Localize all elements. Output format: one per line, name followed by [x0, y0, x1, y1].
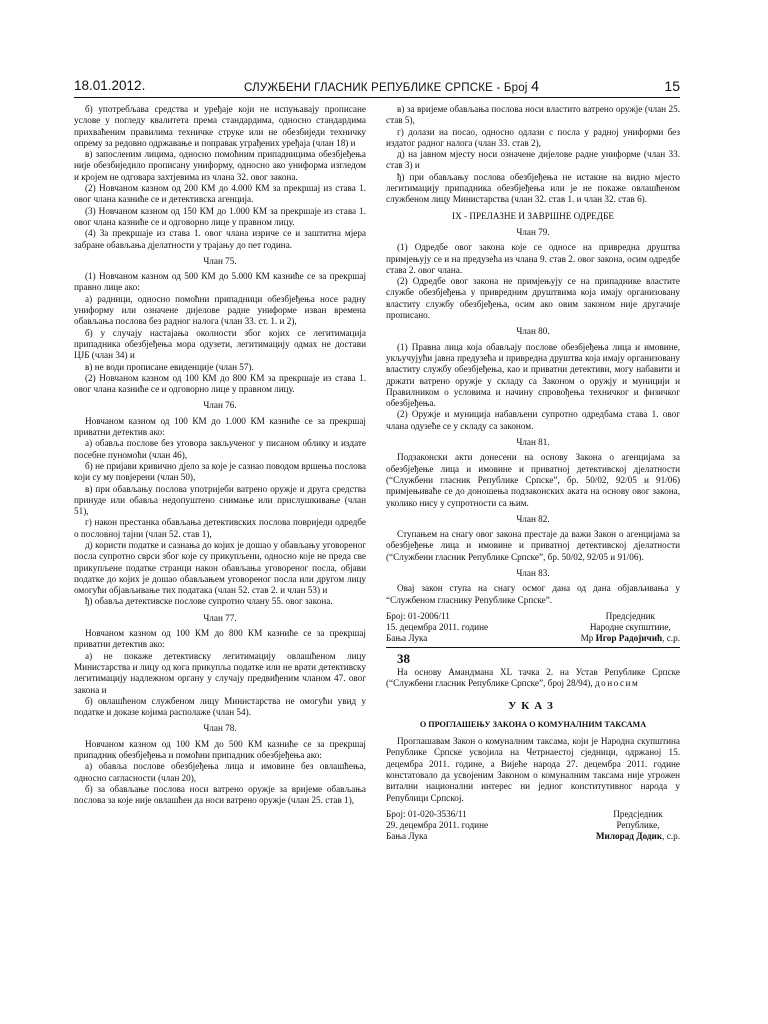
preamble-text: На основу Амандмана XL тачка 2. на Устав Републике Српске (“Службени гласник Републике Српске”, број 28/94),	[386, 666, 680, 689]
signature-block	[386, 611, 680, 644]
signatory-name	[596, 831, 680, 842]
paragraph: (2) Новчаном казном од 100 КМ до 800 КМ за прекршаје из става 1. овог члана казниће се и одговорно лице у правном лицу.	[74, 372, 366, 395]
paragraph: в) за вријеме обављања послова носи властито ватрено оружје (члан 25. став 5),	[386, 104, 680, 126]
left-column	[74, 104, 366, 807]
paragraph: б) не пријави кривично дјело за које је сазнао поводом вршења послова који су му повјерени (члан 50),	[74, 460, 366, 483]
article-heading: Члан 76.	[203, 400, 237, 411]
signatory-role: Предсједник	[605, 610, 655, 621]
act-number: 38	[397, 650, 410, 666]
reference-number: Број: 01-020-3536/11	[386, 808, 467, 819]
paragraph: (4) За прекршаје из става 1. овог члана изриче се и заштитна мјера забране обављања дјелатности у трајању до пет година.	[74, 228, 366, 250]
article-heading: Члан 75.	[203, 255, 237, 266]
article-heading: Члан 83.	[516, 567, 550, 578]
issue-date: 18.01.2012.	[74, 78, 146, 93]
right-column	[386, 104, 680, 842]
paragraph: а) радници, односно помоћни припадници обезбјеђења носе радну униформу или означене дијелове радне униформе изван времена обављања послова без радног налога (члан 33. ст. 1. и 2),	[74, 293, 366, 327]
decree-title: УКАЗ	[508, 700, 558, 713]
signature-date: 15. децембра 2011. године	[386, 621, 489, 632]
signature-block	[386, 809, 680, 842]
paragraph: г) долази на посао, односно одлази с посла у радној униформи без издатог радног налога (члан 33. став 2),	[386, 126, 680, 148]
signature-left	[386, 809, 488, 842]
paragraph: Новчаном казном од 100 КМ до 800 КМ казниће се за прекршај приватни детектив ако:	[74, 628, 366, 650]
paragraph: (1) Правна лица која обављају послове обезбјеђења лица и имовине, укључујући јавна предузећа и привредна друштва која имају организовану властиту службу обезбјеђења, као и приватни детективи, могу набавити и држати ватрено оружје у складу са Законом о оружју и муницији и Правилником о условима и начину спровођења техничког и физичког обезбјеђења.	[386, 341, 680, 409]
signature-left	[386, 611, 488, 644]
signatory-body: Републике,	[616, 819, 660, 830]
decree-subtitle: О ПРОГЛАШЕЊУ ЗАКОНА О КОМУНАЛНИМ ТАКСАМА	[419, 719, 647, 729]
page-number: 15	[664, 78, 680, 94]
paragraph: Подзаконски акти донесени на основу Закона о агенцијама за обезбјеђење лица и имовине и приватној детективској дјелатности (“Службени гласник Републике Српске”, бр. 50/02, 92/05 и 91/06) примјењиваће се до доношења подзаконских аката на основу овог закона, уколико нису у супротности са њим.	[386, 452, 680, 508]
preamble-verb: доносим	[594, 678, 640, 689]
paragraph: а) обавља послове без уговора закљученог у писаном облику и издате посебне пуномоћи (члан 46),	[74, 438, 366, 460]
reference-number: Број: 01-2006/11	[386, 610, 450, 621]
article-heading: Члан 79.	[516, 226, 550, 237]
paragraph: а) обавља послове обезбјеђења лица и имовине без овлашћења, односно сагласности (члан 20),	[74, 761, 366, 783]
paragraph: Новчаном казном од 100 КМ до 1.000 КМ казниће се за прекршај приватни детектив ако:	[74, 415, 366, 438]
article-heading: Члан 78.	[203, 723, 237, 734]
signatory-name	[581, 633, 680, 644]
gazette-title-text: СЛУЖБЕНИ ГЛАСНИК РЕПУБЛИКЕ СРПСКЕ - Број	[244, 82, 531, 94]
paragraph: (2) Одредбе овог закона не примјењују се на припаднике властите службе обезбјеђења у привредним друштвима која имају организовану властиту службу обезбјеђења, осим ако овим законом није другачије прописано.	[386, 276, 680, 321]
paragraph: (2) Оружје и муниција набављени супротно одредбама става 1. овог члана одузеће се у складу са законом.	[386, 409, 680, 431]
paragraph: (1) Одредбе овог закона које се односе на привредна друштва примјењују се и на предузећа из члана 9. став 2. овог закона, осим одредбе става 2. овог члана.	[386, 242, 680, 275]
gazette-title	[244, 79, 539, 95]
header-divider	[74, 97, 680, 98]
paragraph: Проглашавам Закон о комуналним таксама, који је Народна скупштина Републике Српске усвојила на Четрнаестој сједници, одржаној 15. децембра 2011. године, а Вијеће народа 27. децембра 2011. године констатовало да усвојеним Законом о комуналним таксама није угрожен витални национални интерес ни једног конститутивног народа у Републици Српској.	[386, 736, 680, 803]
signatory-suffix: , с.р.	[662, 632, 680, 643]
signatory-role: Предсједник	[613, 808, 663, 819]
signatory-title: Мр	[580, 632, 596, 643]
paragraph: (2) Новчаном казном од 200 КМ до 4.000 КМ за прекршај из става 1. овог члана казниће се и детективска агенција.	[74, 183, 366, 205]
article-heading: Члан 80.	[516, 326, 550, 337]
paragraph: Ступањем на снагу овог закона престаје да важи Закон о агенцијама за обезбјеђење лица и имовине и приватној детективској дјелатности (“Службени гласник Републике Српске”, бр. 50/02, 92/05 и 91/06).	[386, 529, 680, 562]
paragraph: ђ) обавља детективске послове супротно члану 55. овог закона.	[85, 596, 333, 607]
signatory-name-bold: Игор Радојичић	[595, 632, 663, 643]
signatory-body: Народне скупштине,	[589, 621, 671, 632]
paragraph: г) након престанка обављања детективских послова повриједи одредбе о пословној тајни (члан 52. став 1),	[74, 517, 366, 539]
page-header	[74, 78, 680, 96]
paragraph: Новчаном казном од 100 КМ до 500 КМ казниће се за прекршај припадник обезбјеђења и помоћни припадник обезбјеђења ако:	[74, 738, 366, 761]
paragraph: д) на јавном мјесту носи означене дијелове радне униформе (члан 33. став 3) и	[386, 149, 680, 171]
signatory-name-bold: Милорад Додик	[595, 830, 663, 841]
issue-number: 4	[530, 79, 540, 95]
signature-place: Бања Лука	[386, 632, 428, 643]
signature-place: Бања Лука	[386, 830, 428, 841]
paragraph: в) не води прописане евиденције (члан 57).	[85, 361, 254, 372]
paragraph: в) запосленим лицима, односно помоћним припадницима обезбјеђења није обезбиједило прописану униформу, односно ако униформа изгледом и кројем не одговара захтјевима из члана 32. овог закона.	[74, 149, 366, 182]
article-heading: Члан 77.	[203, 612, 237, 623]
signatory-suffix: , с.р.	[662, 830, 680, 841]
signature-right	[596, 809, 680, 842]
section-heading: IX - ПРЕЛАЗНЕ И ЗАВРШНЕ ОДРЕДБЕ	[452, 210, 614, 221]
paragraph: Овај закон ступа на снагу осмог дана од дана објављивања у “Службеном гласнику Републике Српске”.	[386, 583, 680, 605]
paragraph: (3) Новчаном казном од 150 КМ до 1.000 КМ за прекршаје из става 1. овог члана казниће се и одговорно лице у правном лицу.	[74, 205, 366, 227]
paragraph: д) користи податке и сазнања до којих је дошао у обављању уговореног посла супротно сврси због које су прикупљени, односно које не преда све прикупљене податке странци након обављања уговореног посла, објави податке до којих је дошао обављањем уговореног посла или другом лицу омогући објављивање тих података (члан 52. став 2. и члан 53) и	[74, 539, 366, 596]
paragraph	[386, 667, 680, 690]
paragraph: а) не покаже детективску легитимацију овлашћеном лицу Министарства и лицу од кога прикупља податке или не врати детективску легитимацију надлежном органу у случају предвиђеним чланом 47. овог закона и	[74, 650, 366, 695]
act-divider	[386, 647, 680, 648]
signature-date: 29. децембра 2011. године	[386, 819, 489, 830]
paragraph: б) овлашћеном службеном лицу Министарства не омогући увид у податке и доказе којима располаже (члан 54).	[74, 695, 366, 718]
paragraph: б) употребљава средства и уређаје који не испуњавају прописане услове у погледу квалитета према стандардима, односно стандардима прихваћеним правилима техничке струке или не обезбиједи техничку опрему за редовно одржавање и поправак уграђених уређаја (члан 18) и	[74, 104, 366, 148]
signature-right	[581, 611, 680, 644]
article-heading: Члан 82.	[516, 513, 550, 524]
paragraph: ђ) при обављању послова обезбјеђења не истакне на видно мјесто легитимацију припадника обезбјеђења или је не покаже овлашћеном службеном лицу Министарства (члан 32. став 1. и члан 32. став 6).	[386, 171, 680, 205]
paragraph: (1) Новчаном казном од 500 КМ до 5.000 КМ казниће се за прекршај правно лице ако:	[74, 271, 366, 293]
article-heading: Члан 81.	[516, 437, 550, 448]
paragraph: в) при обављању послова употријеби ватрено оружје и друга средства принуде или обавља недопуштено снимање или прислушкивање (члан 51),	[74, 483, 366, 517]
paragraph: б) у случају настајања околности због којих се легитимација припадника обезбјеђења мора одузети, легитимацију одмах не достави ЦЈБ (члан 34) и	[74, 327, 366, 361]
paragraph: б) за обављање послова носи ватрено оружје за вријеме обављања послова за које није овлашћен да носи ватрено оружје (члан 25. став 1),	[74, 783, 366, 806]
